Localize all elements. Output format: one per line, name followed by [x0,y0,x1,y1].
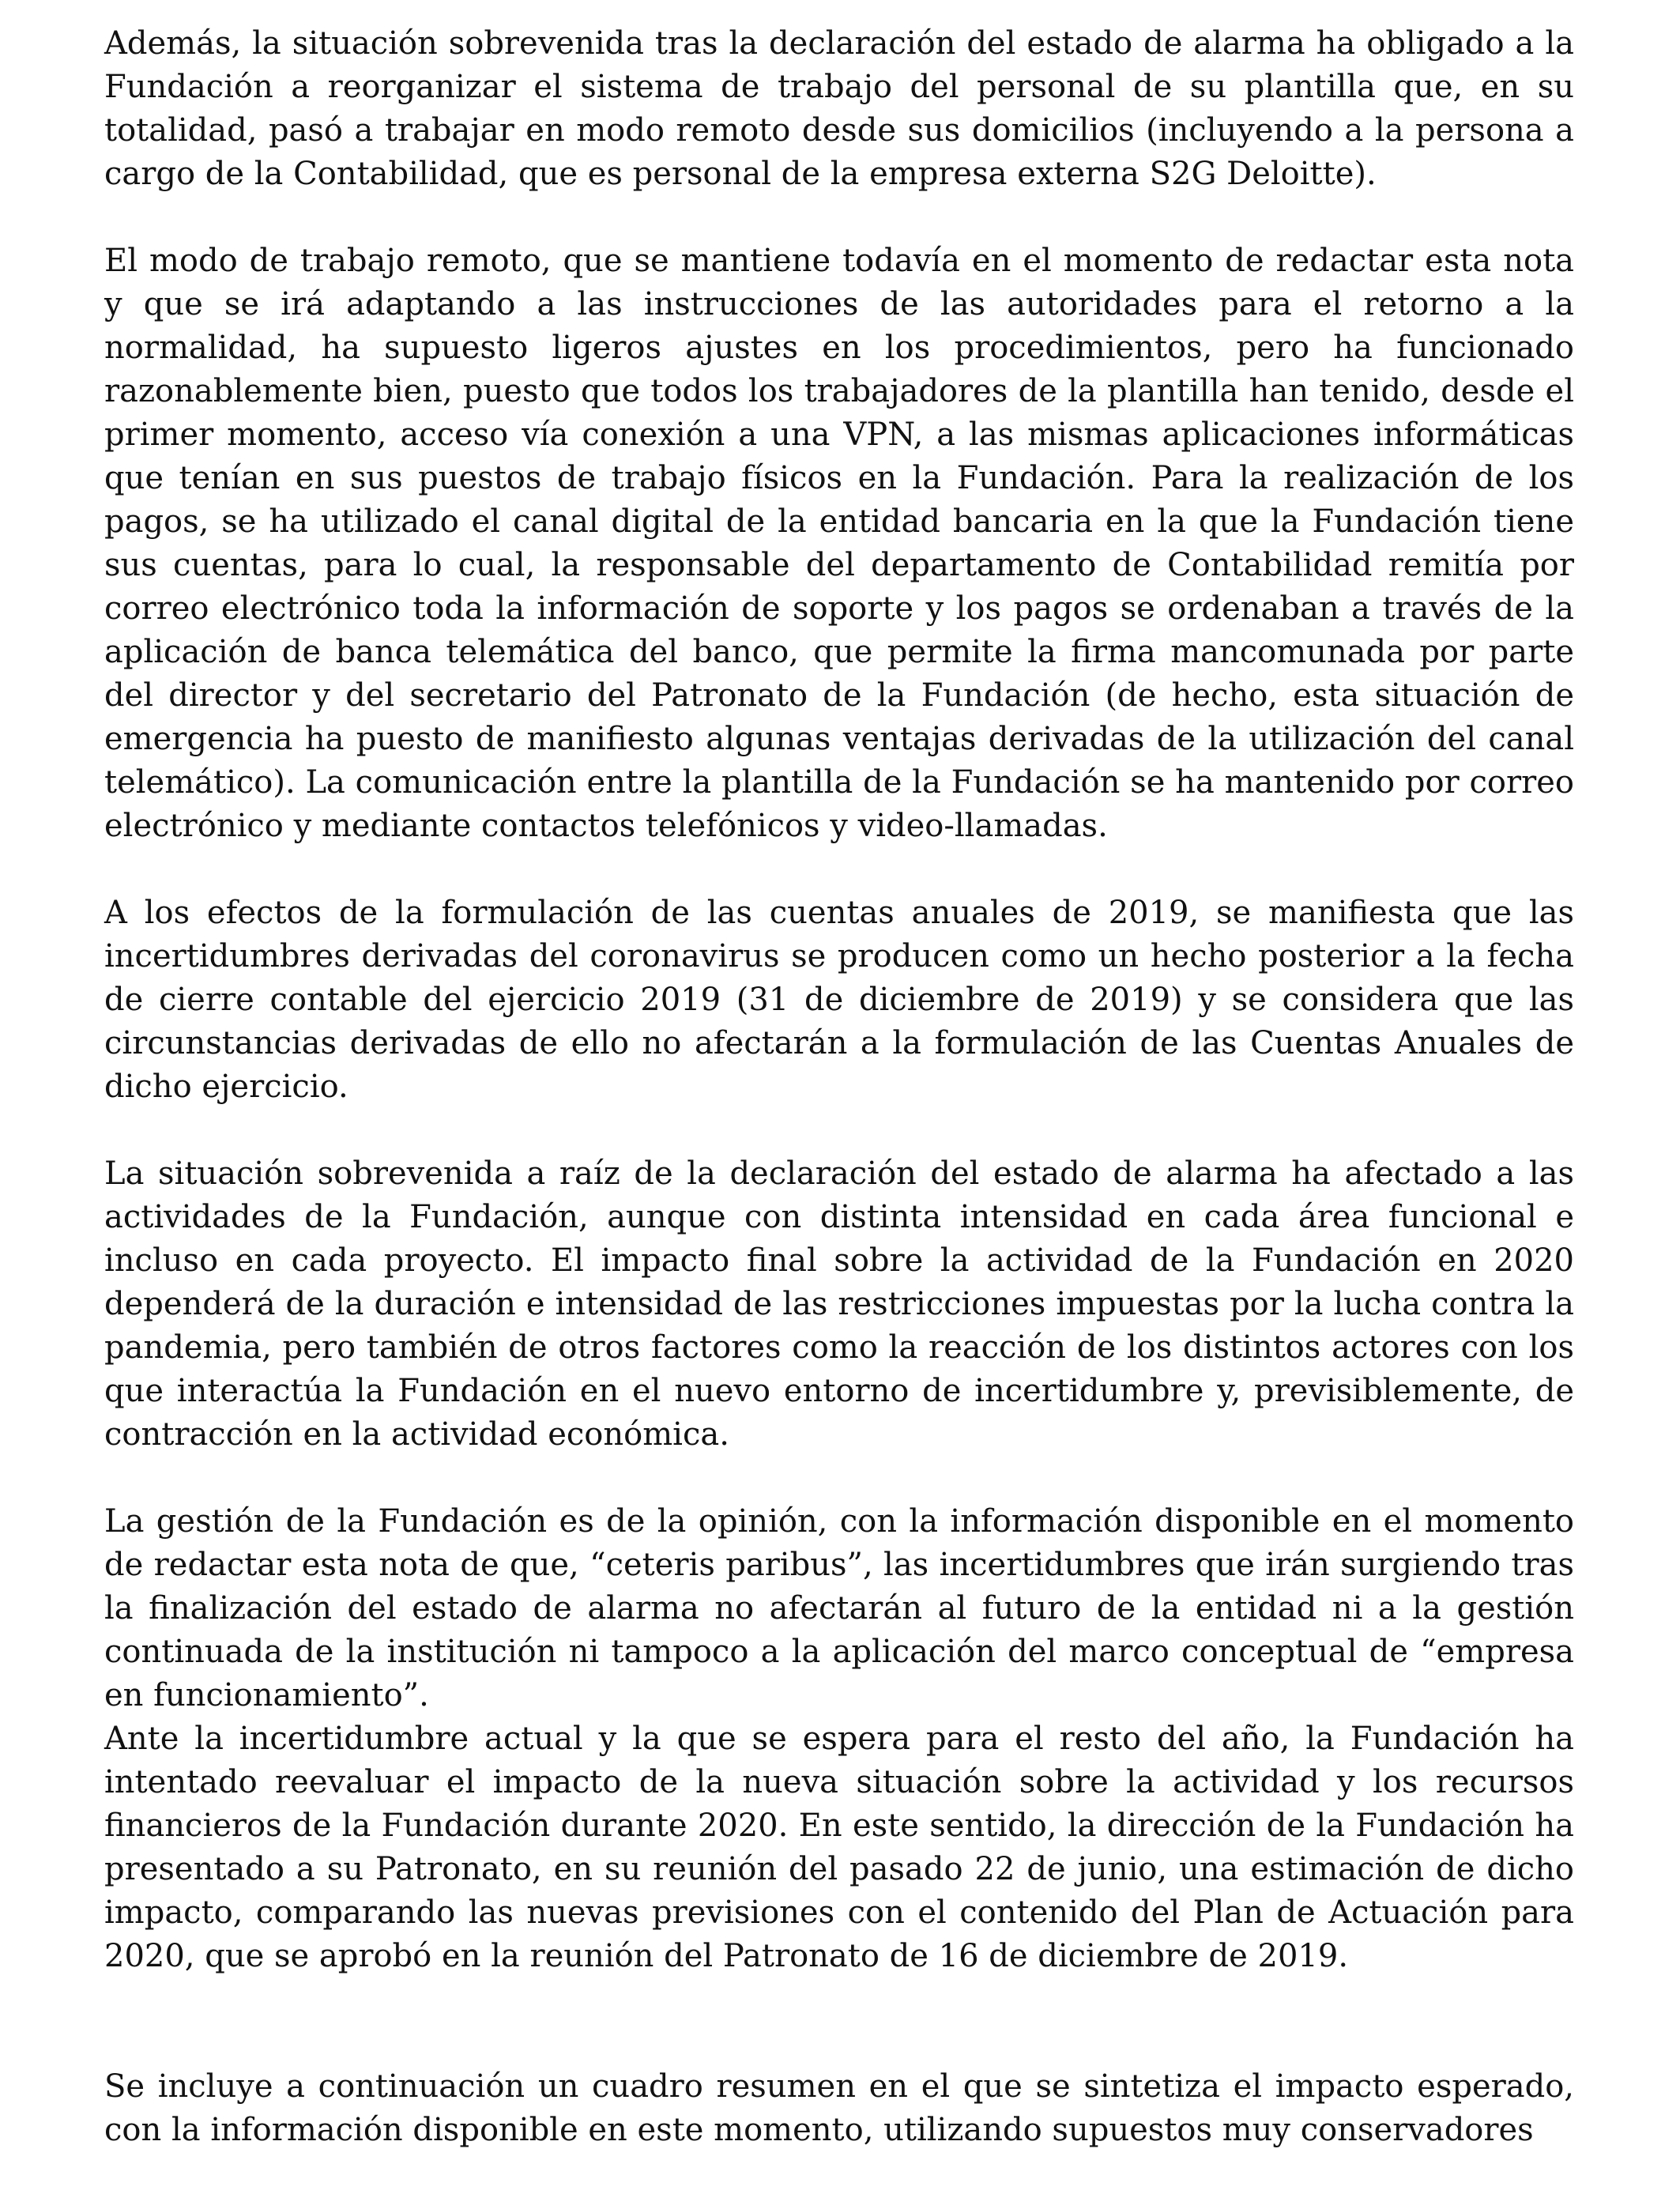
paragraph-remote-work-reorganization: Además, la situación sobrevenida tras la declaración del estado de alarma ha obligado a la Fundación a reorganizar el sistema de trabajo del personal de su plantilla que, en su totalidad, pasó a trabajar en modo remoto desde sus domicilios (incluyendo a la persona a cargo de la Contabilidad, que es personal de la empresa externa S2G Deloitte). [104,25,1574,192]
paragraph-going-concern: La gestión de la Fundación es de la opinión, con la información disponible en el momento de redactar esta nota de que, “ceteris paribus”, las incertidumbres que irán surgiendo tras la finalización del estado de alarma no afectarán al futuro de la entidad ni a la gestión continuada de la institución ni tampoco a la aplicación del marco conceptual de “empresa en funcionamiento”. [104,1503,1574,1713]
paragraph-activity-impact: La situación sobrevenida a raíz de la declaración del estado de alarma ha afectado a las actividades de la Fundación, aunque con distinta intensidad en cada área funcional e incluso en cada proyecto. El impacto final sobre la actividad de la Fundación en 2020 dependerá de la duración e intensidad de las restricciones impuestas por la lucha contra la pandemia, pero también de otros factores como la reacción de los distintos actores con los que interactúa la Fundación en el nuevo entorno de incertidumbre y, previsiblemente, de contracción en la actividad económica. [104,1155,1574,1453]
paragraph-remote-work-procedures: El modo de trabajo remoto, que se mantiene todavía en el momento de redactar esta nota y que se irá adaptando a las instrucciones de las autoridades para el retorno a la normalidad, ha supuesto ligeros ajustes en los procedimientos, pero ha funcionado razonablemente bien, puesto que todos los trabajadores de la plantilla han tenido, desde el primer momento, acceso vía conexión a una VPN, a las mismas aplicaciones informáticas que tenían en sus puestos de trabajo físicos en la Fundación. Para la realización de los pagos, se ha utilizado el canal digital de la entidad bancaria en la que la Fundación tiene sus cuentas, para lo cual, la responsable del departamento de Contabilidad remitía por correo electrónico toda la información de soporte y los pagos se ordenaban a través de la aplicación de banca telemática del banco, que permite la firma mancomunada por parte del director y del secretario del Patronato de la Fundación (de hecho, esta situación de emergencia ha puesto de manifiesto algunas ventajas derivadas de la utilización del canal telemático). La comunicación entre la plantilla de la Fundación se ha mantenido por correo electrónico y mediante contactos telefónicos y video-llamadas. [104,243,1574,844]
paragraph-impact-reevaluation: Ante la incertidumbre actual y la que se espera para el resto del año, la Fundación ha intentado reevaluar el impacto de la nueva situación sobre la actividad y los recursos financieros de la Fundación durante 2020. En este sentido, la dirección de la Fundación ha presentado a su Patronato, en su reunión del pasado 22 de junio, una estimación de dicho impacto, comparando las nuevas previsiones con el contenido del Plan de Actuación para 2020, que se aprobó en la reunión del Patronato de 16 de diciembre de 2019. [104,1721,1574,1974]
paragraph-summary-table-intro: Se incluye a continuación un cuadro resumen en el que se sintetiza el impacto esperado, con la información disponible en este momento, utilizando supuestos muy conservadores [104,2068,1574,2148]
document-body [104,22,1574,2152]
paragraph-annual-accounts-2019: A los efectos de la formulación de las cuentas anuales de 2019, se manifiesta que las incertidumbres derivadas del coronavirus se producen como un hecho posterior a la fecha de cierre contable del ejercicio 2019 (31 de diciembre de 2019) y se considera que las circunstancias derivadas de ello no afectarán a la formulación de las Cuentas Anuales de dicho ejercicio. [104,895,1574,1105]
